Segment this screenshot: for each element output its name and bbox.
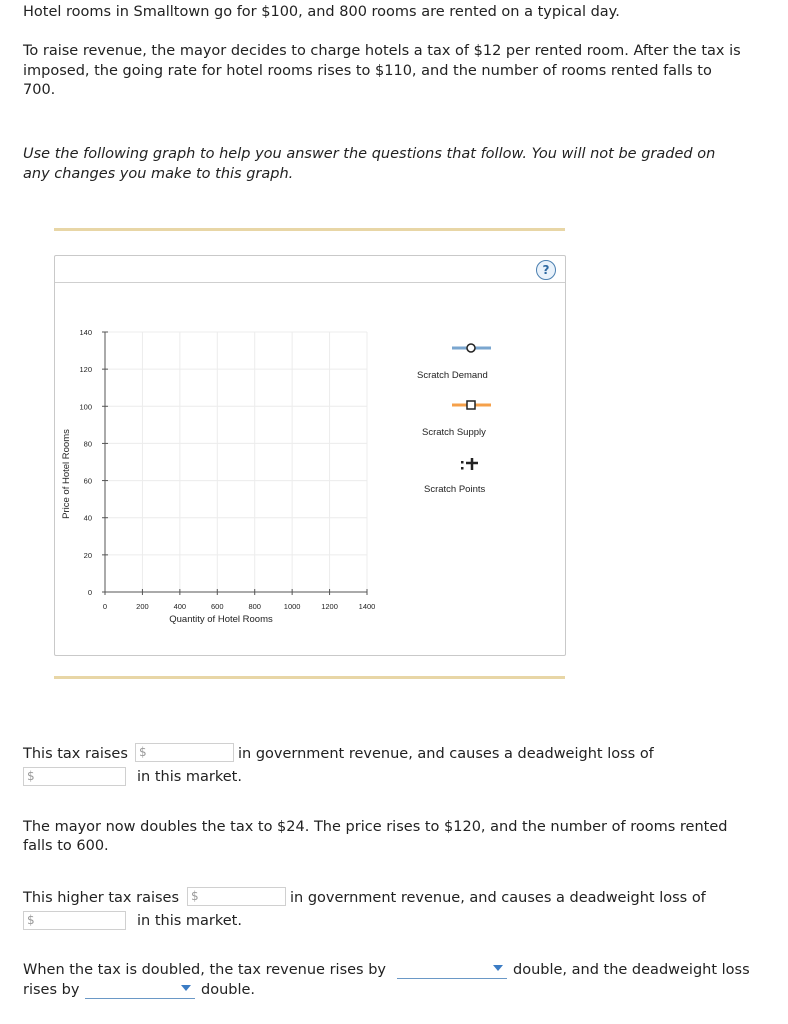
intro-line-2b: imposed, the going rate for hotel rooms rises to $110, and the number of rooms rented falls to (23, 63, 712, 79)
x-tick-label: 600 (211, 602, 224, 611)
dot-icon (461, 461, 464, 464)
q2-text-a: This higher tax raises (23, 890, 180, 906)
divider-top (54, 228, 565, 231)
q1-dwl-input[interactable] (23, 767, 126, 786)
graph-panel (54, 255, 566, 656)
y-tick-label: 100 (79, 402, 92, 412)
q2-text-b: in government revenue, and causes a deadweight loss of (290, 890, 706, 906)
y-tick-label: 140 (79, 328, 92, 337)
y-tick-label: 80 (83, 439, 92, 449)
q1-dwl-currency: $ (27, 769, 35, 783)
y-tick-label: 0 (87, 588, 92, 597)
q3-text-b: double, and the deadweight loss (513, 962, 750, 978)
q1-text-b: in government revenue, and causes a deadweight loss of (238, 746, 654, 762)
q3-text-c: rises by (23, 982, 80, 998)
mid-line-2: falls to 600. (23, 838, 109, 854)
y-tick-label: 40 (83, 513, 92, 523)
scratch-supply-tool[interactable] (452, 401, 491, 409)
x-tick-label: 1000 (283, 602, 301, 611)
q3-text-d: double. (201, 982, 256, 998)
legend-supply-label: Scratch Supply (422, 427, 486, 438)
square-marker-icon (467, 401, 475, 409)
divider-bottom (54, 676, 565, 679)
legend-points-label: Scratch Points (424, 484, 486, 495)
plus-icon (466, 458, 478, 470)
x-tick-label: 400 (173, 602, 187, 611)
y-tick-label: 60 (83, 476, 92, 486)
graph-note-line-2: any changes you make to this graph. (23, 166, 294, 182)
q3-text-a: When the tax is doubled, the tax revenue rises by (23, 962, 387, 978)
q2-text-c: in this market. (137, 913, 242, 929)
mid-line-1: The mayor now doubles the tax to $24. The price rises to $120, and the number of rooms rented (23, 819, 728, 835)
legend-demand-label: Scratch Demand (417, 370, 488, 381)
scratch-demand-tool[interactable] (452, 344, 491, 352)
x-tick-label: 200 (136, 602, 149, 611)
intro-line-2c: 700. (23, 82, 56, 98)
graph-note-line-1: Use the following graph to help you answer the questions that follow. You will not be graded on (23, 146, 716, 162)
intro-line-2a: To raise revenue, the mayor decides to charge hotels a tax of $12 per rented room. After the tax is (23, 43, 741, 59)
x-tick-label: 800 (248, 602, 261, 611)
x-tick-label: 1200 (321, 602, 338, 611)
chevron-down-icon (181, 985, 191, 991)
q2-dwl-input[interactable] (23, 911, 126, 930)
q3-dwl-select[interactable] (85, 982, 195, 999)
chevron-down-icon (493, 965, 503, 971)
q2-revenue-currency: $ (191, 889, 199, 903)
x-axis-label: Quantity of Hotel Rooms (169, 614, 273, 625)
q2-revenue-input[interactable] (187, 887, 286, 906)
scratch-points-tool[interactable] (461, 458, 478, 470)
x-tick-label: 0 (102, 602, 108, 611)
x-tick-label: 1400 (358, 602, 376, 611)
y-axis-label: Price of Hotel Rooms (61, 429, 72, 519)
q1-text-a: This tax raises (23, 746, 128, 762)
supply-demand-chart[interactable] (55, 256, 565, 655)
q1-text-c: in this market. (137, 769, 242, 785)
y-tick-label: 20 (83, 550, 92, 560)
y-tick-label: 120 (79, 365, 92, 375)
q1-revenue-input[interactable] (135, 743, 234, 762)
circle-marker-icon (467, 344, 475, 352)
intro-line-1: Hotel rooms in Smalltown go for $100, and 800 rooms are rented on a typical day. (23, 4, 620, 20)
q3-revenue-select[interactable] (397, 962, 507, 979)
help-icon[interactable]: ? (536, 260, 556, 280)
q2-dwl-currency: $ (27, 913, 35, 927)
q1-revenue-currency: $ (139, 745, 147, 759)
